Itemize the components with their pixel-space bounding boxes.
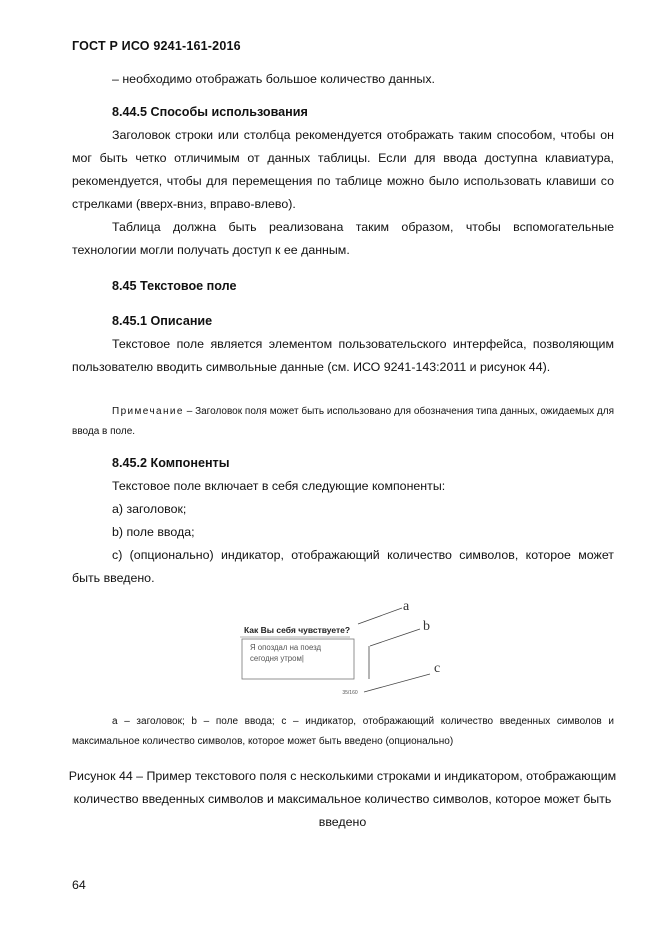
figure-legend xyxy=(72,712,614,752)
paragraph: Текстовое поле включает в себя следующие компоненты: xyxy=(112,479,446,493)
document-header: ГОСТ Р ИСО 9241-161-2016 xyxy=(72,39,241,53)
leader-line-c xyxy=(364,674,430,692)
label-c: c xyxy=(434,661,441,676)
section-heading-8-45-1: 8.45.1 Описание xyxy=(112,314,213,328)
bullet-item: – необходимо отображать большое количество данных. xyxy=(112,72,435,86)
note-label: Примечание xyxy=(112,406,184,417)
figure-counter: 35/160 xyxy=(342,690,358,696)
leader-line-a xyxy=(358,608,402,624)
figure-input-line1: Я опоздал на поезд xyxy=(250,643,322,652)
label-b: b xyxy=(423,619,430,634)
list-item: b) поле ввода; xyxy=(112,525,195,539)
leader-line-b xyxy=(370,629,420,646)
figure-question: Как Вы себя чувствуете? xyxy=(244,625,351,635)
paragraph: Текстовое поле является элементом пользовательского интерфейса, позволяющим пользователю вводить символьные данные (см. ИСО 9241-143:2011 и рисунок 44). xyxy=(72,337,614,374)
note xyxy=(72,402,614,442)
list-item: с) (опционально) индикатор, отображающий количество символов, которое может быть введено. xyxy=(72,548,614,585)
page-number: 64 xyxy=(72,878,86,892)
paragraph: Заголовок строки или столбца рекомендуется отображать таким способом, чтобы он мог быть четко отличимым от данных таблицы. Если для ввода доступна клавиатура, рекомендуется, чтобы для перемещения по таблице можно было использовать клавиши со стрелками (вверх-вниз, вправо-влево). xyxy=(72,128,614,211)
label-a: a xyxy=(403,599,410,614)
note-text: – Заголовок поля может быть использовано для обозначения типа данных, ожидаемых для ввода в поле. xyxy=(72,406,614,437)
figure-input-line2: сегодня утром| xyxy=(250,654,304,663)
figure-legend-text: а – заголовок; b – поле ввода; с – индикатор, отображающий количество введенных символов и максимальное количество символов, которое может быть введено (опционально) xyxy=(72,716,614,747)
section-heading-8-44-5: 8.44.5 Способы использования xyxy=(112,105,308,119)
list-item: а) заголовок; xyxy=(112,502,187,516)
section-heading-8-45-2: 8.45.2 Компоненты xyxy=(112,456,230,470)
section-heading-8-45: 8.45 Текстовое поле xyxy=(112,279,237,293)
figure-caption: Рисунок 44 – Пример текстового поля с несколькими строками и индикатором, отображающим количество введенных символов и максимальное количество символов, которое может быть введено xyxy=(68,769,617,829)
figure-44 xyxy=(238,592,448,702)
paragraph: Таблица должна быть реализована таким образом, чтобы вспомогательные технологии могли получать доступ к ее данным. xyxy=(72,220,614,257)
